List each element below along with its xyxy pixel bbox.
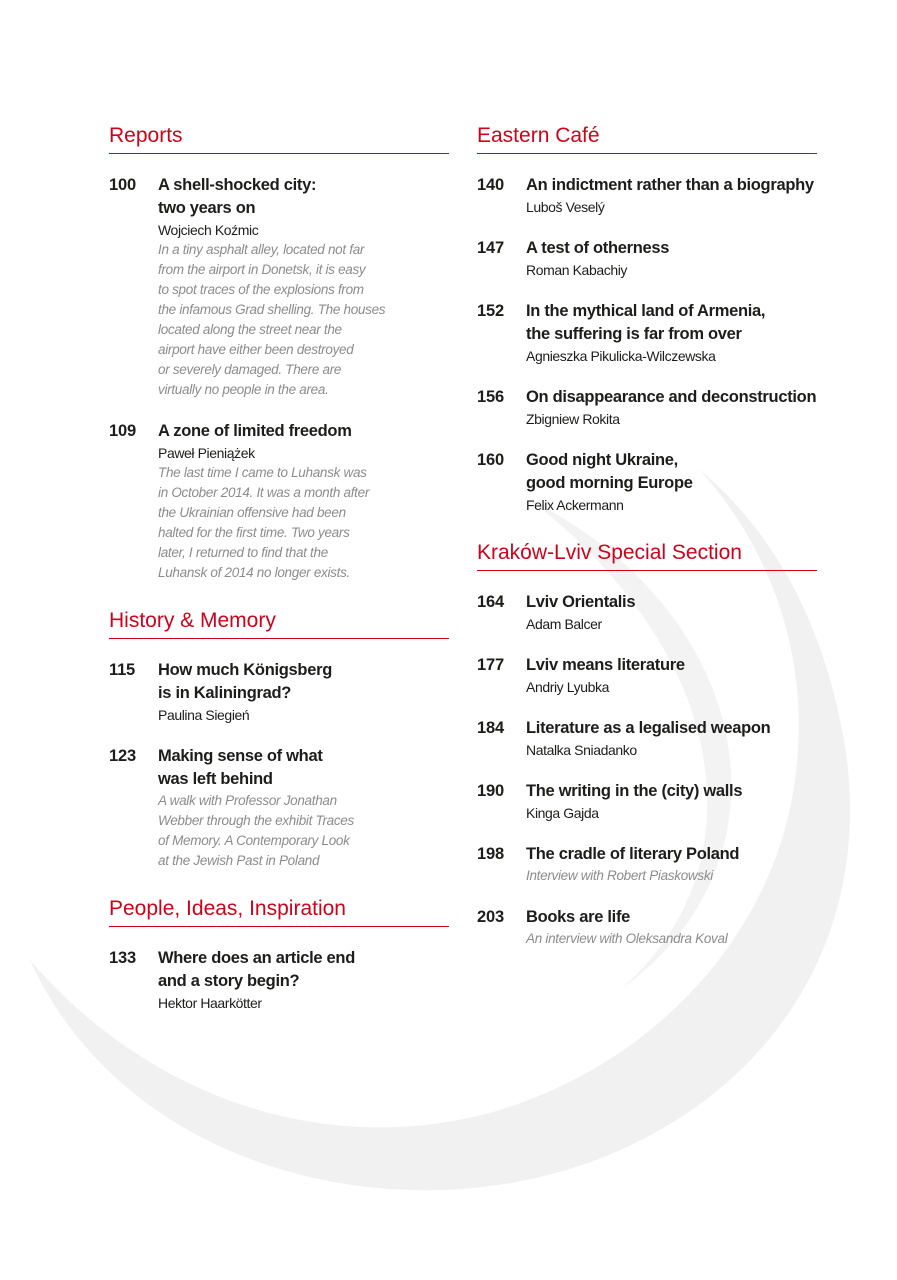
article-summary: The last time I came to Luhansk was in October 2014. It was a month after the Ukrainian offensive had been halted for the first time. Two years later, I returned to find that the Luhansk of 2014 no longer exists. <box>158 465 370 580</box>
article-title: On disappearance and deconstruction <box>526 388 817 406</box>
article-title: A zone of limited freedom <box>158 422 352 440</box>
toc-section <box>109 607 449 871</box>
toc-entry[interactable] <box>477 780 817 823</box>
article-title: The cradle of literary Poland <box>526 845 740 863</box>
page-number: 123 <box>109 747 136 765</box>
article-title: Literature as a legalised weapon <box>526 719 771 737</box>
toc-entry[interactable] <box>477 237 817 280</box>
toc-entry[interactable] <box>477 174 817 217</box>
page-number: 184 <box>477 719 504 737</box>
article-summary: In a tiny asphalt alley, located not far from the airport in Donetsk, it is easy to spot traces of the explosions from the infamous Grad shelling. The houses located along the street near the airport have either been destroyed or severely damaged. There are virtually no people in the area. <box>158 242 386 397</box>
article-title: Good night Ukraine, good morning Europe <box>526 451 693 492</box>
toc-entry[interactable] <box>109 420 449 583</box>
article-author: Felix Ackermann <box>526 497 624 513</box>
page-number: 147 <box>477 239 504 257</box>
toc-entry[interactable] <box>477 449 817 515</box>
article-title: Lviv Orientalis <box>526 593 636 611</box>
article-title: An indictment rather than a biography <box>526 176 814 194</box>
page-number: 156 <box>477 388 504 406</box>
article-title: How much Königsberg is in Kaliningrad? <box>158 661 332 702</box>
toc-entry[interactable] <box>477 386 817 429</box>
article-title: A shell-shocked city: two years on <box>158 176 317 217</box>
page-number: 152 <box>477 302 504 320</box>
article-author: Paweł Pieniążek <box>158 445 255 461</box>
article-author: Hektor Haarkötter <box>158 995 262 1011</box>
article-author: Roman Kabachiy <box>526 262 628 278</box>
article-summary: A walk with Professor Jonathan Webber through the exhibit Traces of Memory. A Contemporary Look at the Jewish Past in Poland <box>158 793 354 868</box>
toc-section <box>109 122 449 583</box>
toc-section <box>109 895 449 1013</box>
article-title: In the mythical land of Armenia, the suffering is far from over <box>526 302 766 343</box>
page-number: 140 <box>477 176 504 194</box>
article-author: Natalka Sniadanko <box>526 742 637 758</box>
toc-section <box>477 539 817 949</box>
article-summary: An interview with Oleksandra Koval <box>526 931 728 946</box>
article-author: Andriy Lyubka <box>526 679 609 695</box>
toc-entry[interactable] <box>477 591 817 634</box>
article-author: Wojciech Koźmic <box>158 222 259 238</box>
toc-entry[interactable] <box>477 843 817 886</box>
toc-entry[interactable] <box>109 659 449 725</box>
page-number: 115 <box>109 661 136 679</box>
page-number: 109 <box>109 422 136 440</box>
page-number: 164 <box>477 593 504 611</box>
page-number: 177 <box>477 656 504 674</box>
page-number: 160 <box>477 451 504 469</box>
article-title: The writing in the (city) walls <box>526 782 743 800</box>
section-title: Eastern Café <box>477 122 817 154</box>
page-number: 100 <box>109 176 136 194</box>
toc-entry[interactable] <box>109 947 449 1013</box>
article-title: Books are life <box>526 908 631 926</box>
left-column <box>109 122 449 1037</box>
section-title: People, Ideas, Inspiration <box>109 895 449 927</box>
section-title: Reports <box>109 122 449 154</box>
article-author: Adam Balcer <box>526 616 602 632</box>
section-title: History & Memory <box>109 607 449 639</box>
article-title: Lviv means literature <box>526 656 685 674</box>
section-title: Kraków-Lviv Special Section <box>477 539 817 571</box>
article-author: Zbigniew Rokita <box>526 411 620 427</box>
article-author: Luboš Veselý <box>526 199 605 215</box>
article-title: Where does an article end and a story begin? <box>158 949 355 990</box>
toc-entry[interactable] <box>477 906 817 949</box>
toc-entry[interactable] <box>109 174 449 400</box>
toc-entry[interactable] <box>477 300 817 366</box>
toc-entry[interactable] <box>109 745 449 871</box>
article-title: A test of otherness <box>526 239 670 257</box>
article-author: Paulina Siegień <box>158 707 250 723</box>
article-title: Making sense of what was left behind <box>158 747 323 788</box>
toc-entry[interactable] <box>477 654 817 697</box>
page-number: 190 <box>477 782 504 800</box>
article-summary: Interview with Robert Piaskowski <box>526 868 713 883</box>
page-number: 198 <box>477 845 504 863</box>
right-column <box>477 122 817 973</box>
page-number: 133 <box>109 949 136 967</box>
toc-entry[interactable] <box>477 717 817 760</box>
page-number: 203 <box>477 908 504 926</box>
article-author: Agnieszka Pikulicka-Wilczewska <box>526 348 716 364</box>
toc-section <box>477 122 817 515</box>
article-author: Kinga Gajda <box>526 805 599 821</box>
